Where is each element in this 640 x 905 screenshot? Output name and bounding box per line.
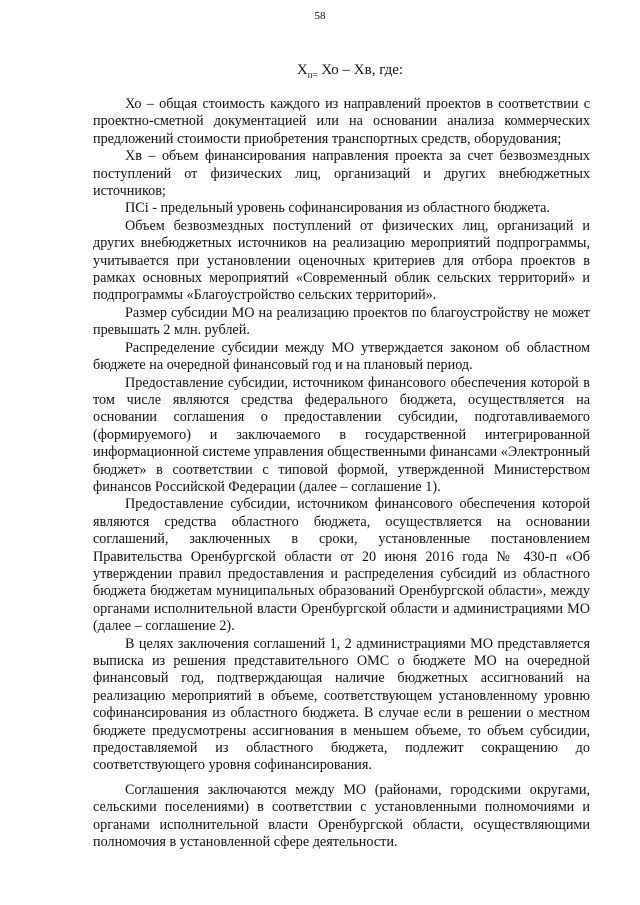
formula-lhs-subscript: п: [307, 70, 313, 80]
formula-lhs: Х: [296, 62, 308, 78]
paragraph-budget-extract: В целях заключения соглашений 1, 2 администрациями МО представляется выписка из решения представительного ОМС о бюджете МО на очередной финансовый год, подтверждающая наличие бюджетных ассигнований на реализацию мероприятий в объеме, соответствующем установленному уровню софинансирования из областного бюджета. В случае если в решении о местном бюджете предусмотрены ассигнования в меньшем объеме, то объем субсидии, предоставляемой из областного бюджета, подлежит сокращению до соответствующего уровня софинансирования.: [93, 635, 590, 774]
paragraph-agreement-2: Предоставление субсидии, источником финансового обеспечения которой являются средства областного бюджета, осуществляется на основании соглашений, заключенных в сроки, установленные постановлением Правительства Оренбургской области от 20 июня 2016 года № 430-п «Об утверждении правил предоставления и распределения субсидий из областного бюджета бюджетам муниципальных образований Оренбургской области», между органами исполнительной власти Оренбургской области и администрациями МО (далее – соглашение 2).: [93, 496, 590, 635]
paragraph-xo-definition: Хо – общая стоимость каждого из направлений проектов в соответствии с проектно-сметной документацией или на основании анализа коммерческих предложений стоимости приобретения транспортных средств, оборудования;: [93, 96, 590, 147]
formula-lhs-subscript-equals: =: [312, 70, 318, 80]
paragraph-agreements-concluded: Соглашения заключаются между МО (районами, городскими округами, сельскими поселениями) в соответствии с установленными полномочиями и органами исполнительной власти Оренбургской области, осуществляющими полномочия в установленной сфере деятельности.: [93, 781, 590, 851]
paragraph-xv-definition: Хв – объем финансирования направления проекта за счет безвозмездных поступлений от физических лиц, организаций и других внебюджетных источников;: [93, 148, 590, 200]
formula-rhs: Хо – Хв,: [321, 62, 376, 78]
paragraph-psi-definition: ПСi - предельный уровень софинансирования из областного бюджета.: [125, 200, 551, 217]
paragraph-gratuitous-receipts: Объем безвозмездных поступлений от физических лиц, организаций и других внебюджетных источников на реализацию мероприятий подпрограммы, учитывается при установлении оценочных критериев для отбора проектов в рамках основных мероприятий «Современный облик сельских территорий» и подпрограммы «Благоустройство сельских территорий».: [93, 217, 590, 304]
document-body: [93, 96, 590, 851]
paragraph-subsidy-size: Размер субсидии МО на реализацию проектов по благоустройству не может превышать 2 млн. рублей.: [93, 304, 590, 339]
formula-tail: где:: [379, 62, 404, 78]
paragraph-agreement-1: Предоставление субсидии, источником финансового обеспечения которой в том числе являются средства федерального бюджета, осуществляется на основании соглашения о предоставлении субсидии, подготавливаемого (формируемого) и заключаемого в государственной интегрированной информационной системе управления общественными финансами «Электронный бюджет» в соответствии с типовой формой, утвержденной Министерством финансов Российской Федерации (далее – соглашение 1).: [93, 374, 590, 495]
paragraph-subsidy-distribution: Распределение субсидии между МО утверждается законом об областном бюджете на очередной финансовый год и на плановый период.: [93, 339, 590, 374]
page-number: 58: [314, 10, 326, 22]
formula: [0, 62, 640, 80]
